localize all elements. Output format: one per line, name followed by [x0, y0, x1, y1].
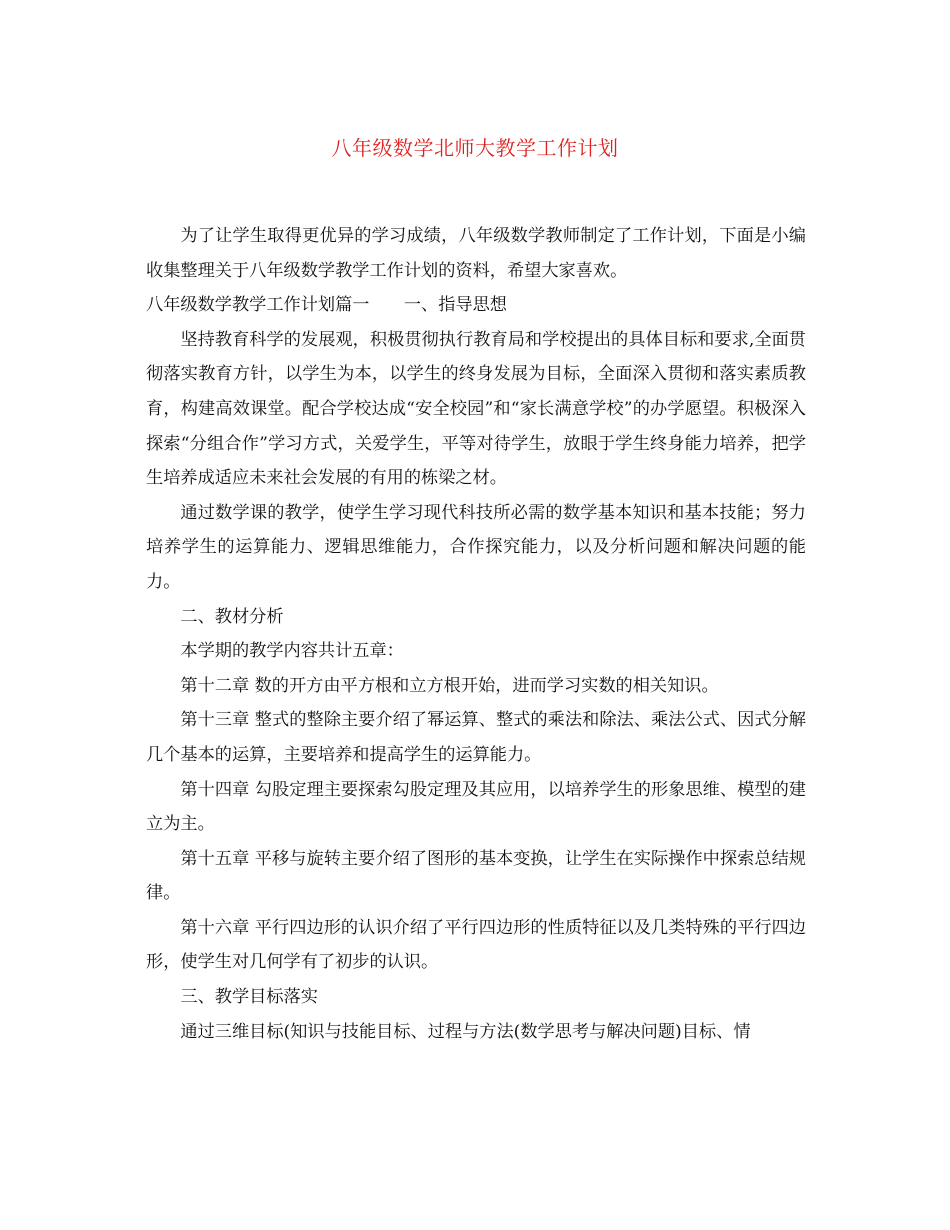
guiding-thought-paragraph: 坚持教育科学的发展观，积极贯彻执行教育局和学校提出的具体目标和要求,全面贯彻落实教育方针，以学生为本，以学生的终身发展为目标，全面深入贯彻和落实素质教育，构建高效课堂。配合学校达成“安全校园”和“家长满意学校”的办学愿望。积极深入探索“分组合作”学习方式，关爱学生，平等对待学生，放眼于学生终身能力培养，把学生培养成适应未来社会发展的有用的栋梁之材。 — [146, 329, 806, 489]
intro-paragraph: 为了让学生取得更优异的学习成绩，八年级数学教师制定了工作计划，下面是小编收集整理关于八年级数学教学工作计划的资料，希望大家喜欢。 — [146, 226, 806, 281]
chapter-16-paragraph: 第十六章 平行四边形的认识介绍了平行四边形的性质特征以及几类特殊的平行四边形，使学生对几何学有了初步的认识。 — [146, 917, 806, 973]
document-title: 八年级数学北师大教学工作计划 — [331, 136, 619, 160]
chapter-14-paragraph: 第十四章 勾股定理主要探索勾股定理及其应用，以培养学生的形象思维、模型的建立为主。 — [146, 779, 806, 835]
chapter-15-paragraph: 第十五章 平移与旋转主要介绍了图形的基本变换，让学生在实际操作中探索总结规律。 — [146, 848, 806, 904]
section-heading-goal-implementation: 三、教学目标落实 — [180, 987, 318, 1008]
content-summary-paragraph: 本学期的教学内容共计五章： — [180, 641, 404, 662]
section-heading-plan-one: 八年级数学教学工作计划篇一 一、指导思想 — [146, 295, 507, 316]
three-dimension-goal-paragraph: 通过三维目标(知识与技能目标、过程与方法(数学思考与解决问题)目标、情 — [180, 1021, 751, 1042]
document-body — [146, 219, 806, 1049]
chapter-12-paragraph: 第十二章 数的开方由平方根和立方根开始，进而学习实数的相关知识。 — [180, 675, 719, 696]
teaching-goal-paragraph: 通过数学课的教学，使学生学习现代科技所必需的数学基本知识和基本技能；努力培养学生的运算能力、逻辑思维能力，合作探究能力，以及分析问题和解决问题的能力。 — [146, 502, 806, 592]
section-heading-textbook-analysis: 二、教材分析 — [180, 606, 284, 627]
chapter-13-paragraph: 第十三章 整式的整除主要介绍了幂运算、整式的乘法和除法、乘法公式、因式分解几个基本的运算，主要培养和提高学生的运算能力。 — [146, 710, 806, 765]
